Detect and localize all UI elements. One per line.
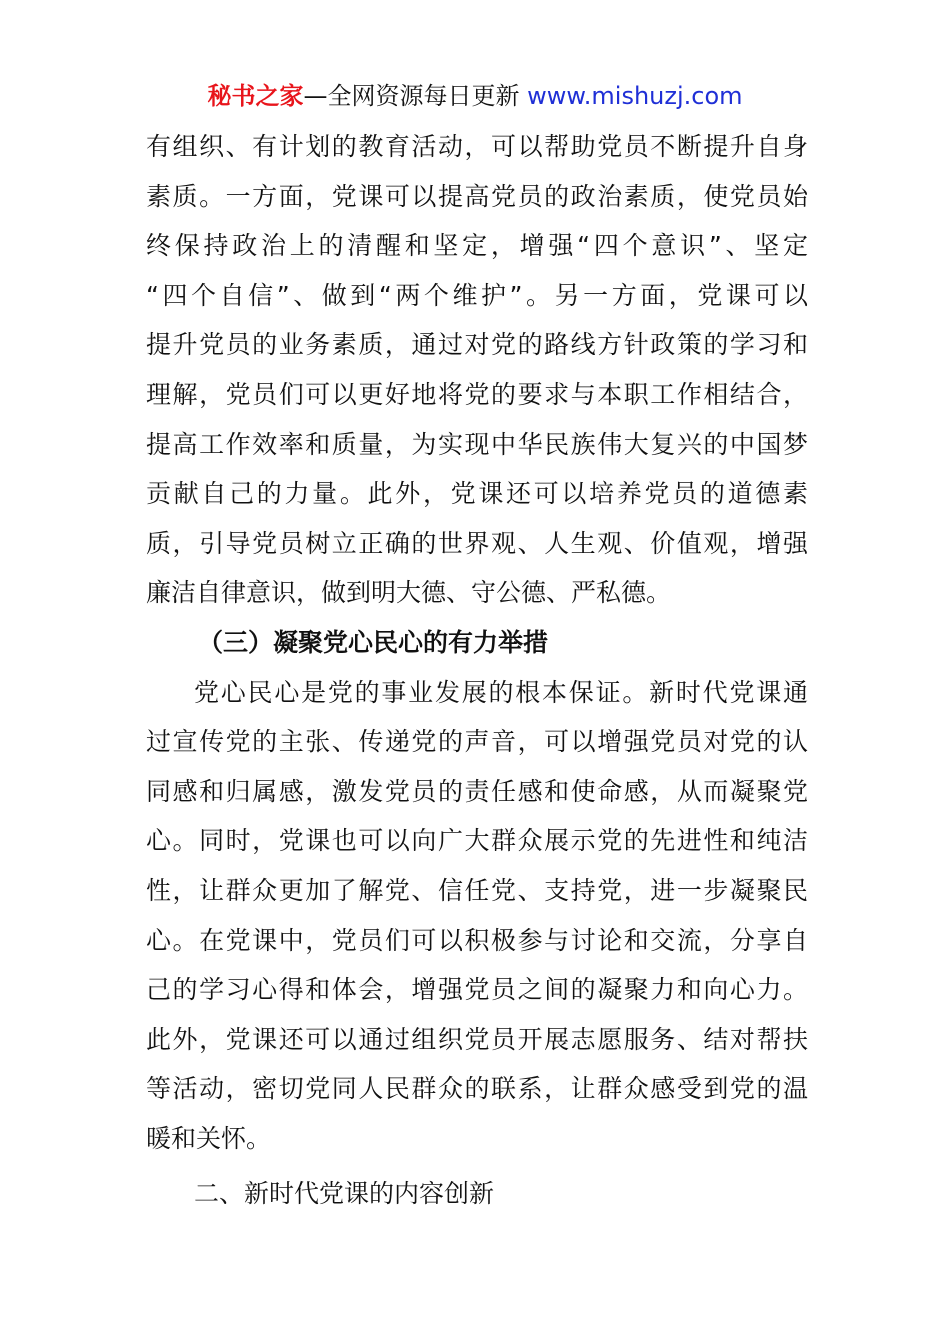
site-url-link[interactable]: www.mishuzj.com — [527, 82, 743, 110]
text-line: 暖和关怀。 — [146, 1123, 272, 1153]
text-line: 性，让群众更加了解党、信任党、支持党，进一步凝聚民 — [146, 875, 808, 905]
site-tagline: —全网资源每日更新 — [303, 82, 528, 110]
text-line: 廉洁自律意识，做到明大德、守公德、严私德。 — [146, 578, 672, 608]
document-body — [146, 122, 808, 1219]
text-line: 有组织、有计划的教育活动，可以帮助党员不断提升自身 — [146, 132, 808, 161]
text-line: 质，引导党员树立正确的世界观、人生观、价值观，增强 — [146, 528, 808, 558]
text-line: 提高工作效率和质量，为实现中华民族伟大复兴的中国梦 — [146, 429, 808, 459]
paragraph-2 — [146, 668, 808, 1164]
text-line: 提升党员的业务素质，通过对党的路线方针政策的学习和 — [146, 330, 808, 360]
text-line: 终保持政治上的清醒和坚定，增强“四个意识”、坚定 — [146, 231, 808, 261]
text-line: 理解，党员们可以更好地将党的要求与本职工作相结合， — [146, 379, 808, 409]
text-line: 过宣传党的主张、传递党的声音，可以增强党员对党的认 — [146, 727, 808, 757]
subheading: （三）凝聚党心民心的有力举措 — [198, 627, 549, 657]
text-line: 同感和归属感，激发党员的责任感和使命感，从而凝聚党 — [146, 776, 808, 806]
section-title: 二、新时代党课的内容创新 — [194, 1179, 495, 1209]
text-line: 贡献自己的力量。此外，党课还可以培养党员的道德素 — [146, 479, 808, 509]
paragraph-1 — [146, 122, 808, 618]
text-line: 素质。一方面，党课可以提高党员的政治素质，使党员始 — [146, 181, 808, 211]
text-line: 心。同时，党课也可以向广大群众展示党的先进性和纯洁 — [146, 826, 808, 856]
brand-name: 秘书之家 — [207, 82, 304, 110]
text-line: “四个自信”、做到“两个维护”。另一方面，党课可以 — [146, 280, 808, 310]
text-line: 己的学习心得和体会，增强党员之间的凝聚力和向心力。 — [146, 975, 808, 1005]
text-line: 心。在党课中，党员们可以积极参与讨论和交流，分享自 — [146, 925, 808, 955]
text-line: 此外，党课还可以通过组织党员开展志愿服务、结对帮扶 — [146, 1024, 808, 1054]
text-line: 党心民心是党的事业发展的根本保证。新时代党课通 — [194, 677, 808, 707]
site-header — [0, 80, 950, 112]
text-line: 等活动，密切党同人民群众的联系，让群众感受到党的温 — [146, 1074, 808, 1104]
